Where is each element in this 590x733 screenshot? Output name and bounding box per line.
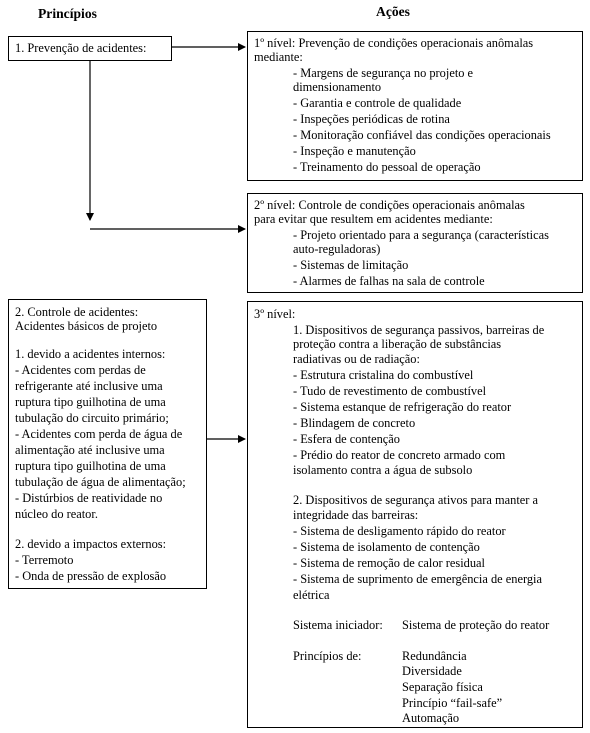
active-item: - Sistema de remoção de calor residual [293,556,485,570]
principle2-line: - Distúrbios de reatividade no [15,491,163,505]
level2-item: - Alarmes de falhas na sala de controle [293,274,485,288]
level2-item: - Sistemas de limitação [293,258,409,272]
active-title: 2. Dispositivos de segurança ativos para manter a [293,493,538,507]
principle2-line: ruptura tipo guilhotina de uma [15,459,166,473]
principle-value: Diversidade [402,664,462,678]
principle1-label: 1. Prevenção de acidentes: [15,41,147,55]
principles-header: Princípios [38,6,97,21]
principles-label: Princípios de: [293,649,362,663]
principle-value: Redundância [402,649,467,663]
initiator-value: Sistema de proteção do reator [402,618,550,632]
principle2-line: Acidentes básicos de projeto [15,319,158,333]
level1-item: - Monitoração confiável das condições operacionais [293,128,551,142]
level3-title: 3º nível: [254,307,296,321]
principle2-line: 1. devido a acidentes internos: [15,347,166,361]
principle2-line: - Onda de pressão de explosão [15,569,167,583]
level1-item: - Inspeções periódicas de rotina [293,112,450,126]
level2-item: - Projeto orientado para a segurança (características [293,228,549,242]
principle-value: Princípio “fail-safe” [402,696,503,710]
level1-item: - Inspeção e manutenção [293,144,416,158]
passive-title: proteção contra a liberação de substâncias [293,337,502,351]
passive-title: radiativas ou de radiação: [293,352,420,366]
level2-title-cont: para evitar que resultem em acidentes mediante: [254,212,493,226]
principle-value: Separação física [402,680,483,694]
active-item: - Sistema de desligamento rápido do reator [293,524,506,538]
passive-item: - Estrutura cristalina do combustível [293,368,474,382]
passive-item: - Sistema estanque de refrigeração do reator [293,400,512,414]
passive-item: - Blindagem de concreto [293,416,416,430]
level2-item: auto-reguladoras) [293,242,381,256]
passive-item: - Esfera de contenção [293,432,400,446]
principle-value: Automação [402,711,460,725]
principle2-line: tubulação de água de alimentação; [15,475,186,489]
principle2-line: núcleo do reator. [15,507,98,521]
principle2-line: alimentação até inclusive uma [15,443,165,457]
active-item: - Sistema de suprimento de emergência de energia [293,572,542,586]
principle2-line: refrigerante até inclusive uma [15,379,163,393]
principle2-line: - Acidentes com perda de água de [15,427,183,441]
level1-item: - Margens de segurança no projeto e [293,66,474,80]
level1-item: - Garantia e controle de qualidade [293,96,462,110]
active-item: elétrica [293,588,330,602]
active-title: integridade das barreiras: [293,508,419,522]
passive-item: - Prédio do reator de concreto armado com [293,448,506,462]
level1-title-cont: mediante: [254,50,303,64]
level1-title: 1º nível: Prevenção de condições operacionais anômalas [254,36,534,50]
principle2-line: - Terremoto [15,553,74,567]
level1-item: - Treinamento do pessoal de operação [293,160,481,174]
passive-item: - Tudo de revestimento de combustível [293,384,487,398]
level1-item: dimensionamento [293,80,382,94]
level2-title: 2º nível: Controle de condições operacionais anômalas [254,198,525,212]
initiator-label: Sistema iniciador: [293,618,383,632]
passive-title: 1. Dispositivos de segurança passivos, barreiras de [293,323,545,337]
actions-header: Ações [376,4,410,19]
principle2-line: 2. devido a impactos externos: [15,537,167,551]
principle2-line: 2. Controle de acidentes: [15,305,139,319]
principle2-line: - Acidentes com perdas de [15,363,146,377]
active-item: - Sistema de isolamento de contenção [293,540,480,554]
passive-item: isolamento contra a água de subsolo [293,463,473,477]
principle2-line: ruptura tipo guilhotina de uma [15,395,166,409]
principle2-line: tubulação do circuito primário; [15,411,169,425]
